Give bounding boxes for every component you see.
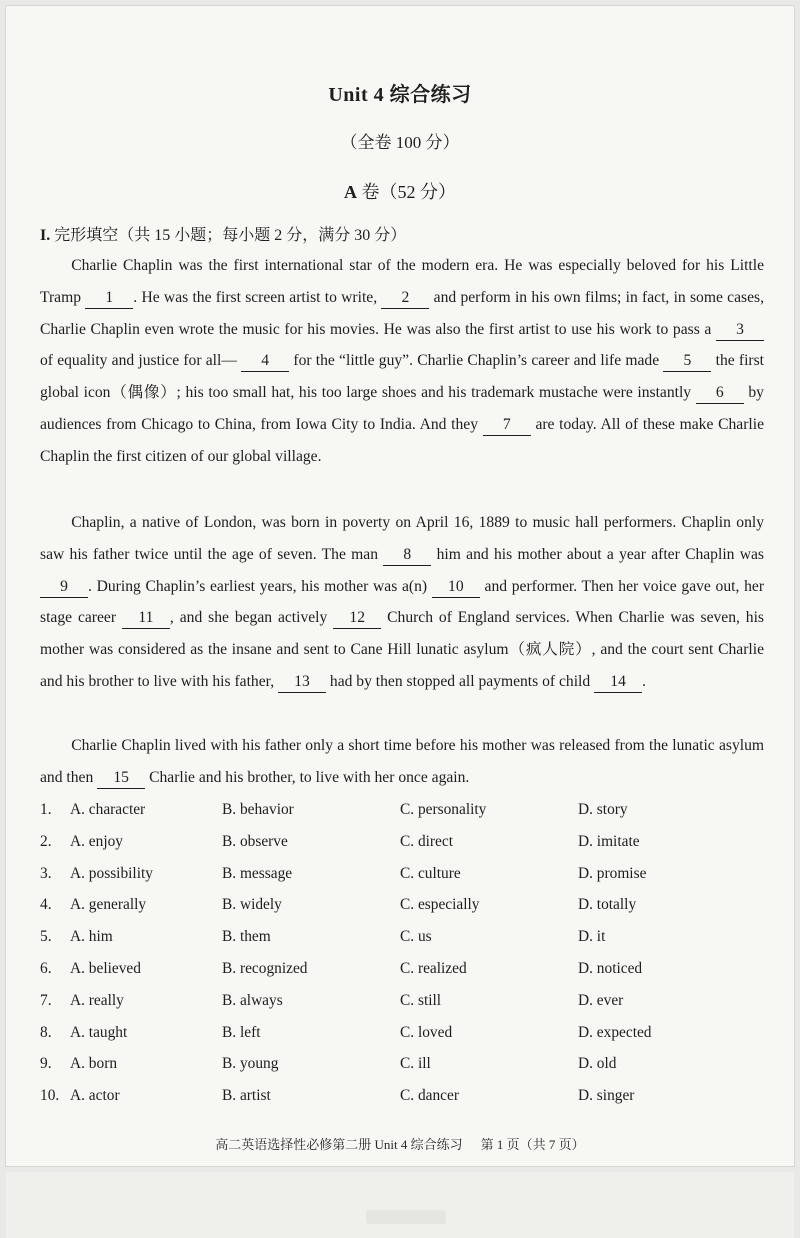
option-a: A. him — [70, 928, 113, 946]
blank-11: 11 — [122, 608, 170, 629]
next-page-ghost-text — [366, 1210, 446, 1224]
question-row — [40, 1080, 770, 1112]
blank-1: 1 — [85, 288, 133, 309]
option-b: B. recognized — [222, 959, 308, 977]
passage-text: and performer. Then her voice gave out, her stage career — [40, 577, 765, 627]
option-d: D. story — [578, 801, 628, 818]
option-c: C. direct — [400, 832, 453, 850]
blank-9: 9 — [40, 577, 88, 598]
page-footer — [6, 1134, 794, 1153]
volume-heading — [6, 178, 794, 204]
option-a: A. generally — [70, 896, 147, 914]
question-row — [40, 953, 770, 985]
option-d: D. singer — [578, 1087, 635, 1105]
page-title: Unit 4 综合练习 — [328, 84, 472, 106]
option-b: B. message — [222, 864, 293, 882]
passage-paragraph-1 — [40, 250, 764, 473]
option-b: B. widely — [222, 896, 282, 914]
question-number: 6. — [40, 959, 52, 977]
question-number: 3. — [40, 864, 52, 882]
question-number: 5. — [40, 928, 52, 946]
passage-text: , and she began actively — [169, 609, 334, 627]
option-c: C. dancer — [400, 1087, 459, 1105]
option-a: A. actor — [70, 1087, 120, 1105]
option-b: B. always — [222, 991, 283, 1009]
blank-2: 2 — [381, 288, 429, 309]
passage-paragraph-2 — [40, 507, 764, 698]
option-a: A. believed — [70, 959, 141, 977]
option-c: C. realized — [400, 959, 467, 977]
option-d: D. promise — [578, 864, 647, 882]
option-d: D. ever — [578, 991, 624, 1009]
option-b: B. left — [222, 1023, 261, 1041]
option-a: A. born — [70, 1055, 118, 1073]
question-number: 4. — [40, 896, 52, 914]
question-row — [40, 858, 770, 890]
question-number: 7. — [40, 991, 52, 1009]
blank-3: 3 — [716, 320, 764, 341]
question-row — [40, 826, 770, 858]
section-instructions: 完形填空（共 15 小题；每小题 2 分，满分 30 分） — [50, 227, 407, 244]
passage-paragraph-3 — [40, 730, 764, 794]
answer-options — [40, 794, 770, 1112]
option-d: D. expected — [578, 1023, 652, 1041]
blank-14: 14 — [594, 672, 642, 693]
passage-text: . He was the first screen artist to write, — [133, 288, 382, 306]
option-c: C. culture — [400, 864, 461, 882]
blank-15: 15 — [97, 768, 145, 789]
volume-letter: A — [344, 182, 357, 202]
passage-text: him and his mother about a year after Chaplin was — [431, 545, 764, 563]
option-d: D. totally — [578, 896, 637, 914]
blank-10: 10 — [432, 577, 480, 598]
question-row — [40, 985, 770, 1017]
exam-page — [6, 6, 794, 1166]
passage-text: had by then stopped all payments of child — [326, 672, 595, 690]
section-heading — [40, 222, 406, 245]
footer-page-number: 第 1 页（共 7 页） — [480, 1137, 585, 1152]
passage-text: . — [642, 672, 646, 690]
question-row — [40, 889, 770, 921]
section-number: I. — [40, 227, 51, 244]
option-b: B. artist — [222, 1087, 271, 1105]
question-row — [40, 921, 770, 953]
question-row — [40, 794, 770, 826]
blank-5: 5 — [663, 351, 711, 372]
next-page-edge — [6, 1172, 794, 1238]
option-c: C. loved — [400, 1023, 453, 1041]
option-b: B. young — [222, 1055, 279, 1073]
blank-7: 7 — [483, 415, 531, 436]
passage-text: the first global icon（偶像）; his too small hat, his too large shoes and his trademark mustache were instantly — [40, 352, 765, 402]
blank-4: 4 — [241, 351, 289, 372]
question-row — [40, 1048, 770, 1080]
question-number: 9. — [40, 1055, 52, 1073]
blank-8: 8 — [383, 545, 431, 566]
blank-12: 12 — [333, 608, 381, 629]
footer-course: 高二英语选择性必修第二册 Unit 4 综合练习 — [215, 1137, 463, 1152]
question-number: 10. — [40, 1087, 60, 1105]
option-a: A. enjoy — [70, 832, 124, 850]
option-b: B. observe — [222, 832, 288, 850]
passage-text: Chaplin, a native of London, was born in poverty on April 16, 1889 to music hall performers. Chaplin only saw his father twice until the age of seven. The man — [40, 514, 764, 563]
passage-text: by audiences from Chicago to China, from Iowa City to India. And they — [40, 384, 764, 433]
passage-text: for the “little guy”. Charlie Chaplin’s career and life made — [289, 352, 664, 370]
passage-text: Charlie and his brother, to live with her once again. — [145, 768, 470, 786]
option-a: A. possibility — [70, 864, 153, 882]
passage-text: of equality and justice for all— — [40, 352, 242, 370]
passage-text: are today. All of these make Charlie Chaplin the first citizen of our global village. — [40, 415, 764, 465]
blank-13: 13 — [278, 672, 326, 693]
total-score-note: （全卷 100 分） — [340, 133, 460, 152]
volume-score: 卷（52 分） — [357, 182, 456, 202]
option-a: A. character — [70, 801, 146, 818]
option-b: B. behavior — [222, 801, 294, 818]
passage-text: . During Chaplin’s earliest years, his mother was a(n) — [88, 577, 432, 595]
passage-text: Charlie Chaplin was the first international star of the modern era. He was especially beloved for his Little Tramp — [40, 257, 764, 306]
option-b: B. them — [222, 928, 271, 946]
question-number: 1. — [40, 801, 52, 818]
option-c: C. personality — [400, 801, 487, 818]
option-a: A. really — [70, 991, 124, 1009]
option-d: D. noticed — [578, 959, 643, 977]
option-c: C. ill — [400, 1055, 431, 1073]
option-a: A. taught — [70, 1023, 128, 1041]
blank-6: 6 — [696, 383, 744, 404]
option-c: C. still — [400, 991, 442, 1009]
passage-text: Charlie Chaplin lived with his father only a short time before his mother was released from the lunatic asylum and then — [40, 737, 764, 786]
option-d: D. imitate — [578, 832, 640, 850]
question-row — [40, 1017, 770, 1049]
question-number: 8. — [40, 1023, 52, 1041]
option-c: C. us — [400, 928, 432, 946]
option-d: D. it — [578, 928, 606, 946]
passage-text: and perform in his own films; in fact, in some cases, Charlie Chaplin even wrote the music for his movies. He was also the first artist to use his work to pass a — [40, 288, 764, 338]
option-c: C. especially — [400, 896, 480, 914]
question-number: 2. — [40, 832, 52, 850]
passage-text: Church of England services. When Charlie was seven, his mother was considered as the insane and sent to Cane Hill lunatic asylum（疯人院）, and the court sent Charlie and his brother to live with his father, — [40, 609, 764, 690]
option-d: D. old — [578, 1055, 617, 1073]
